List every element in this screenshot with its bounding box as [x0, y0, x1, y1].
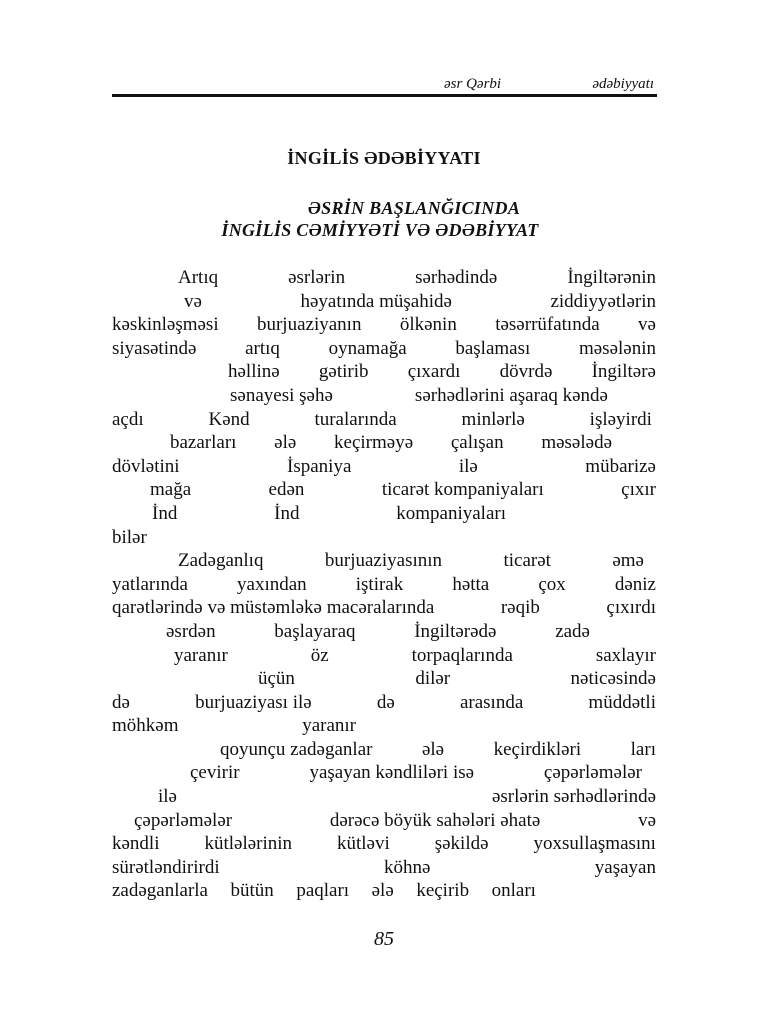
text-word: siyasətində	[112, 337, 197, 359]
text-word: kəndli	[112, 833, 160, 855]
text-line	[112, 832, 656, 856]
text-line	[112, 879, 656, 903]
text-word: ələ	[274, 432, 297, 454]
text-word: mağa	[150, 479, 192, 501]
text-word: İngiltərə	[591, 361, 656, 383]
text-word: köhnə	[384, 856, 431, 878]
text-word: yaranır	[174, 644, 228, 666]
text-word: başlaması	[455, 337, 531, 359]
text-word: sürətləndirirdi	[112, 856, 220, 878]
text-word: çevirir	[190, 762, 240, 784]
page-number: 85	[374, 928, 394, 950]
text-word: əsrlərin sərhədlərində	[491, 786, 656, 808]
text-line	[112, 384, 656, 408]
text-word: dərəcə böyük sahələri əhatə	[329, 809, 541, 831]
text-word: İspaniya	[287, 455, 352, 477]
text-word: Artıq	[178, 267, 219, 288]
header-rule	[112, 94, 657, 97]
text-word: çalışan	[450, 432, 504, 454]
running-header-left: əsr Qərbi	[444, 76, 502, 92]
running-header-right: ədəbiyyatı	[592, 76, 654, 92]
chapter-title: İNGİLİS ƏDƏBİYYATI	[287, 148, 481, 168]
text-word: yatlarında	[112, 573, 188, 595]
text-word: yaşayan	[594, 856, 656, 878]
text-line	[112, 620, 656, 644]
text-line	[112, 809, 656, 833]
text-word: paqları	[296, 880, 350, 902]
text-word: sərhədində	[415, 267, 498, 288]
text-word: artıq	[245, 337, 280, 359]
text-line	[112, 455, 656, 479]
text-word: kütlələrinin	[204, 833, 293, 855]
text-word: İngiltərədə	[414, 620, 497, 642]
text-word: ticarət	[503, 550, 551, 572]
text-line	[112, 408, 656, 432]
text-word: hətta	[452, 573, 490, 595]
text-word: çəpərləmələr	[543, 762, 642, 784]
text-word: müddətli	[588, 691, 656, 713]
text-word: oynamağa	[328, 337, 407, 359]
text-line	[112, 290, 656, 314]
text-line	[112, 573, 656, 597]
text-word: üçün	[258, 668, 295, 690]
text-line	[112, 785, 656, 809]
text-word: turalarında	[314, 408, 397, 430]
text-word: əsrlərin	[288, 267, 346, 288]
text-word: ilə	[458, 455, 478, 477]
text-word: başlayaraq	[274, 620, 356, 642]
text-word: qoyunçu zadəganlar	[220, 738, 373, 760]
text-word: İnd	[152, 502, 178, 524]
text-line	[112, 360, 656, 384]
text-word: şəkildə	[434, 833, 489, 855]
text-word: çıxırdı	[606, 597, 656, 619]
text-word: əsrdən	[166, 620, 216, 642]
text-word: məsələnin	[578, 337, 656, 359]
text-line	[112, 596, 656, 620]
text-word: bütün	[230, 880, 274, 902]
text-word: torpaqlarında	[411, 644, 513, 666]
running-header	[112, 72, 656, 94]
text-word: bazarları	[170, 432, 237, 454]
text-line	[112, 714, 656, 738]
text-word: təsərrüfatında	[495, 314, 600, 336]
text-word: yoxsullaşmasını	[533, 833, 656, 855]
text-word: Kənd	[208, 408, 250, 430]
text-line	[112, 738, 656, 762]
text-word: ziddiyyətlərin	[550, 290, 656, 312]
text-word: yaxından	[237, 573, 307, 595]
text-word: burjuaziyasının	[324, 550, 443, 572]
text-word: keçirdikləri	[493, 738, 582, 760]
text-word: ilə	[158, 786, 177, 808]
text-word: həllinə	[228, 361, 280, 383]
text-word: gətirib	[318, 361, 369, 383]
text-word: edən	[268, 479, 305, 501]
text-word: və	[184, 290, 202, 312]
text-word: çox	[538, 573, 566, 595]
text-word: ölkənin	[399, 314, 457, 336]
text-word: sənayesi şəhə	[230, 384, 333, 406]
text-line	[112, 478, 656, 502]
text-line	[112, 856, 656, 880]
text-word: bilər	[112, 526, 147, 548]
text-line	[112, 313, 656, 337]
text-word: kütləvi	[337, 833, 390, 855]
body-text	[112, 266, 656, 903]
text-word: ələ	[421, 738, 445, 760]
text-word: və	[638, 809, 656, 831]
text-word: məsələdə	[541, 432, 612, 454]
text-word: saxlayır	[595, 644, 656, 666]
subtitle-line-1: ƏSRİN BAŞLANĞICINDA	[307, 198, 521, 218]
text-word: keçirməyə	[334, 432, 414, 454]
text-word: zadə	[555, 620, 590, 642]
text-line	[112, 431, 656, 455]
text-word: dəniz	[614, 573, 656, 595]
text-word: həyatında müşahidə	[300, 290, 452, 312]
text-word: arasında	[459, 691, 524, 713]
text-word: ələ	[371, 880, 394, 902]
text-word: mübarizə	[585, 455, 656, 477]
text-word: işləyirdi	[589, 408, 652, 430]
text-word: İnd	[274, 502, 300, 524]
text-word: dövrdə	[499, 361, 553, 383]
subtitle-line-2: İNGİLİS CƏMİYYƏTİ VƏ ƏDƏBİYYAT	[221, 220, 539, 240]
text-word: kompaniyaları	[396, 502, 506, 524]
text-word: Zadəganlıq	[178, 550, 264, 572]
text-word: rəqib	[500, 597, 540, 619]
text-word: möhkəm	[112, 715, 179, 737]
text-word: zadəganlarla	[112, 880, 208, 902]
text-line	[112, 691, 656, 715]
text-word: dilər	[415, 668, 451, 690]
text-line	[112, 526, 656, 550]
text-word: çəpərləmələr	[134, 809, 233, 831]
text-word: sərhədlərini aşaraq kəndə	[414, 384, 608, 406]
text-word: burjuaziyası ilə	[195, 691, 312, 713]
text-line	[112, 337, 656, 361]
text-line	[112, 502, 656, 526]
text-word: öz	[310, 644, 329, 666]
text-line	[112, 761, 656, 785]
text-word: burjuaziyanın	[256, 314, 362, 336]
text-word: yaranır	[302, 715, 356, 737]
text-word: əmə	[612, 550, 644, 572]
text-word: açdı	[112, 408, 144, 430]
text-line	[112, 667, 656, 691]
section-subtitle	[112, 197, 656, 241]
text-word: keçirib	[416, 880, 470, 902]
text-word: və	[638, 314, 656, 336]
text-word: çıxır	[621, 479, 656, 501]
text-word: çıxardı	[407, 361, 461, 383]
text-word: dövlətini	[112, 455, 180, 477]
text-line	[112, 549, 656, 573]
text-word: nəticəsində	[570, 668, 656, 690]
text-word: də	[376, 691, 395, 713]
text-word: ları	[630, 738, 656, 760]
text-line	[112, 644, 656, 668]
text-line	[112, 266, 656, 290]
text-word: yaşayan kəndliləri isə	[309, 762, 475, 784]
text-word: minlərlə	[461, 408, 525, 430]
text-word: də	[112, 691, 130, 713]
text-word: ticarət kompaniyaları	[381, 479, 544, 501]
text-word: İngiltərənin	[567, 267, 656, 288]
text-word: onları	[491, 880, 536, 902]
text-word: kəskinləşməsi	[112, 314, 219, 336]
text-word: qarətlərində və müstəmləkə macəralarında	[112, 597, 435, 619]
text-word: iştirak	[355, 573, 404, 595]
